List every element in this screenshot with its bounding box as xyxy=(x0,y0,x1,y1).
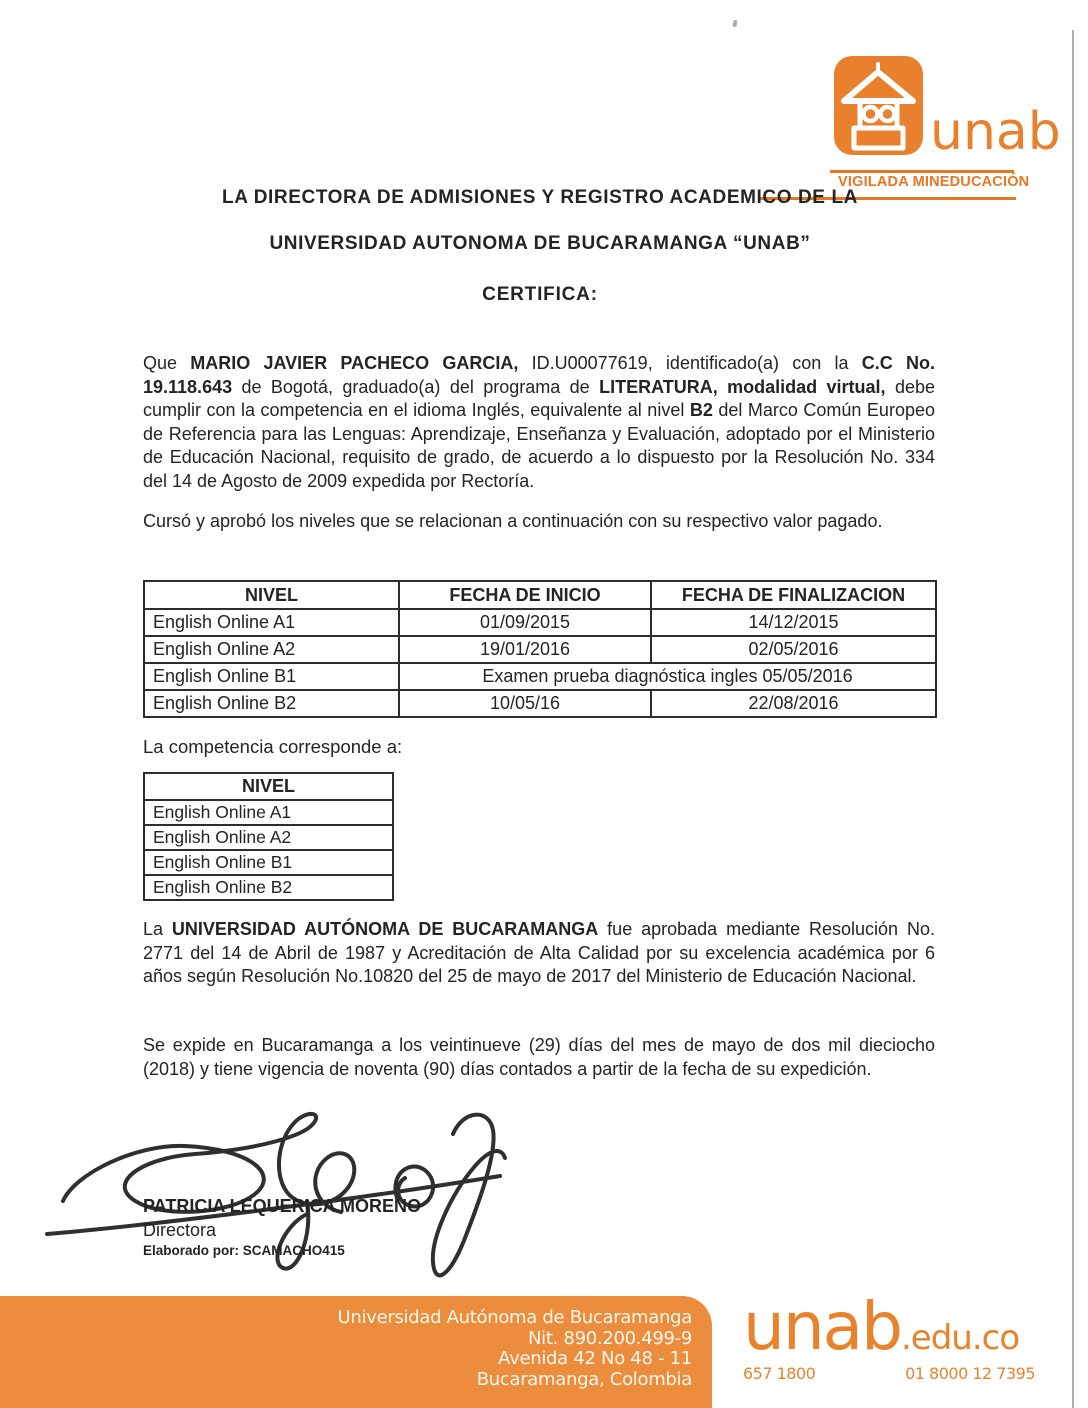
vigilada-label: VIGILADA MINEDUCACIÓN xyxy=(838,174,1030,190)
start-date-cell: 19/01/2016 xyxy=(399,636,651,663)
end-date-cell: 14/12/2015 xyxy=(651,609,936,636)
table-row xyxy=(144,875,393,900)
p1-text: Que xyxy=(143,353,191,373)
col-header-nivel: NIVEL xyxy=(144,581,399,609)
signer-role: Directora xyxy=(143,1220,217,1240)
unab-logo xyxy=(834,56,923,155)
unab-edu-co-wordmark xyxy=(743,1288,1043,1365)
vigilada-rule-top xyxy=(830,170,1014,173)
end-date-cell: 22/08/2016 xyxy=(651,690,936,717)
start-date-cell: 10/05/16 xyxy=(399,690,651,717)
competence-intro-label: La competencia corresponde a: xyxy=(143,736,403,757)
table-row xyxy=(144,609,936,636)
unab-wordmark: unab xyxy=(930,102,1061,162)
phone-tollfree: 01 8000 12 7395 xyxy=(905,1364,1035,1383)
level-cell: English Online A2 xyxy=(144,825,393,850)
phone-local: 657 1800 xyxy=(743,1364,816,1383)
p1-text: de Bogotá, graduado(a) del programa de xyxy=(232,376,600,397)
table-row xyxy=(144,800,393,825)
certificate-body-paragraph xyxy=(143,352,935,493)
program-name: LITERATURA, modalidad virtual, xyxy=(599,376,886,397)
table-row xyxy=(144,663,936,690)
footer-nit: Nit. 890.200.499-9 xyxy=(527,1327,692,1349)
level-cell: English Online A1 xyxy=(144,800,393,825)
competence-levels-table xyxy=(143,772,394,901)
footer-phone-numbers xyxy=(743,1364,1035,1383)
title-line-2: UNIVERSIDAD AUTONOMA DE BUCARAMANGA “UNAB” xyxy=(269,233,811,254)
house-tower-icon xyxy=(834,56,923,155)
table-row xyxy=(144,850,393,875)
col-header-inicio: FECHA DE INICIO xyxy=(399,581,651,609)
col-header-finalizacion: FECHA DE FINALIZACION xyxy=(651,581,936,609)
accreditation-paragraph xyxy=(143,918,935,989)
table-row xyxy=(144,636,936,663)
site-domain: .edu.co xyxy=(901,1318,1020,1358)
p1-text: ID.U00077619, identificado(a) con la xyxy=(518,353,862,373)
student-id-number: C.C No. 19.118.643 xyxy=(143,353,936,397)
title-line-1: LA DIRECTORA DE ADMISIONES Y REGISTRO ACADEMICO DE LA xyxy=(222,187,858,208)
table-row xyxy=(144,690,936,717)
p3-text: La xyxy=(143,919,172,939)
footer-address-block xyxy=(300,1308,692,1390)
level-cell: English Online B2 xyxy=(144,690,399,717)
level-cell: English Online B1 xyxy=(144,663,399,690)
site-name: unab xyxy=(743,1288,901,1365)
footer-city-country: Bucaramanga, Colombia xyxy=(476,1368,692,1390)
level-cell: English Online B1 xyxy=(144,850,393,875)
university-name: UNIVERSIDAD AUTÓNOMA DE BUCARAMANGA xyxy=(171,919,599,939)
start-date-cell: 01/09/2015 xyxy=(399,609,651,636)
p1-text: del Marco Común Europeo de Referencia para las Lenguas: Aprendizaje, Enseñanza y Evaluación, adoptado por el Ministerio de Educación Nacional, requisito de grado, de acuerdo a lo dispuesto por la Resolución No. 334 del 14 de Agosto de 2009 expedida por Rectoría. xyxy=(143,400,935,491)
p1-text: debe cumplir con la competencia en el idioma Inglés, equivalente al nivel xyxy=(143,376,935,420)
level-b2: B2 xyxy=(689,400,713,420)
issuance-paragraph: Se expide en Bucaramanga a los veintinueve (29) días del mes de mayo de dos mil dieciocho (2018) y tiene vigencia de noventa (90) días contados a partir de la fecha de su expedición. xyxy=(143,1035,935,1079)
signer-name: PATRICIA LEQUERICA MORENO xyxy=(143,1196,421,1216)
student-name: MARIO JAVIER PACHECO GARCIA, xyxy=(190,353,519,373)
p3-text: fue aprobada mediante Resolución No. 2771 del 14 de Abril de 1987 y Acreditación de Alta Calidad por su excelencia académica por 6 años según Resolución No.10820 del 25 de mayo de 2017 del Ministerio de Educación Nacional. xyxy=(143,919,935,986)
table-row xyxy=(144,825,393,850)
footer-street-address: Avenida 42 No 48 - 11 xyxy=(498,1348,692,1369)
footer-university-name: Universidad Autónoma de Bucaramanga xyxy=(337,1307,692,1328)
col-header-nivel: NIVEL xyxy=(144,773,393,800)
level-cell: English Online A2 xyxy=(144,636,399,663)
course-dates-table xyxy=(143,580,937,718)
end-date-cell: 02/05/2016 xyxy=(651,636,936,663)
level-cell: English Online A1 xyxy=(144,609,399,636)
diagnostic-exam-cell: Examen prueba diagnóstica ingles 05/05/2016 xyxy=(399,663,936,690)
certifica-heading: CERTIFICA: xyxy=(482,284,598,305)
courses-intro-paragraph: Cursó y aprobó los niveles que se relacionan a continuación con su respectivo valor pagado. xyxy=(143,511,883,531)
scan-artifact xyxy=(732,20,737,28)
table-header-row xyxy=(144,581,936,609)
level-cell: English Online B2 xyxy=(144,875,393,900)
table-header-row xyxy=(144,773,393,800)
scan-edge-line xyxy=(1072,30,1074,1408)
prepared-by-label: Elaborado por: SCAMACHO415 xyxy=(143,1243,345,1258)
